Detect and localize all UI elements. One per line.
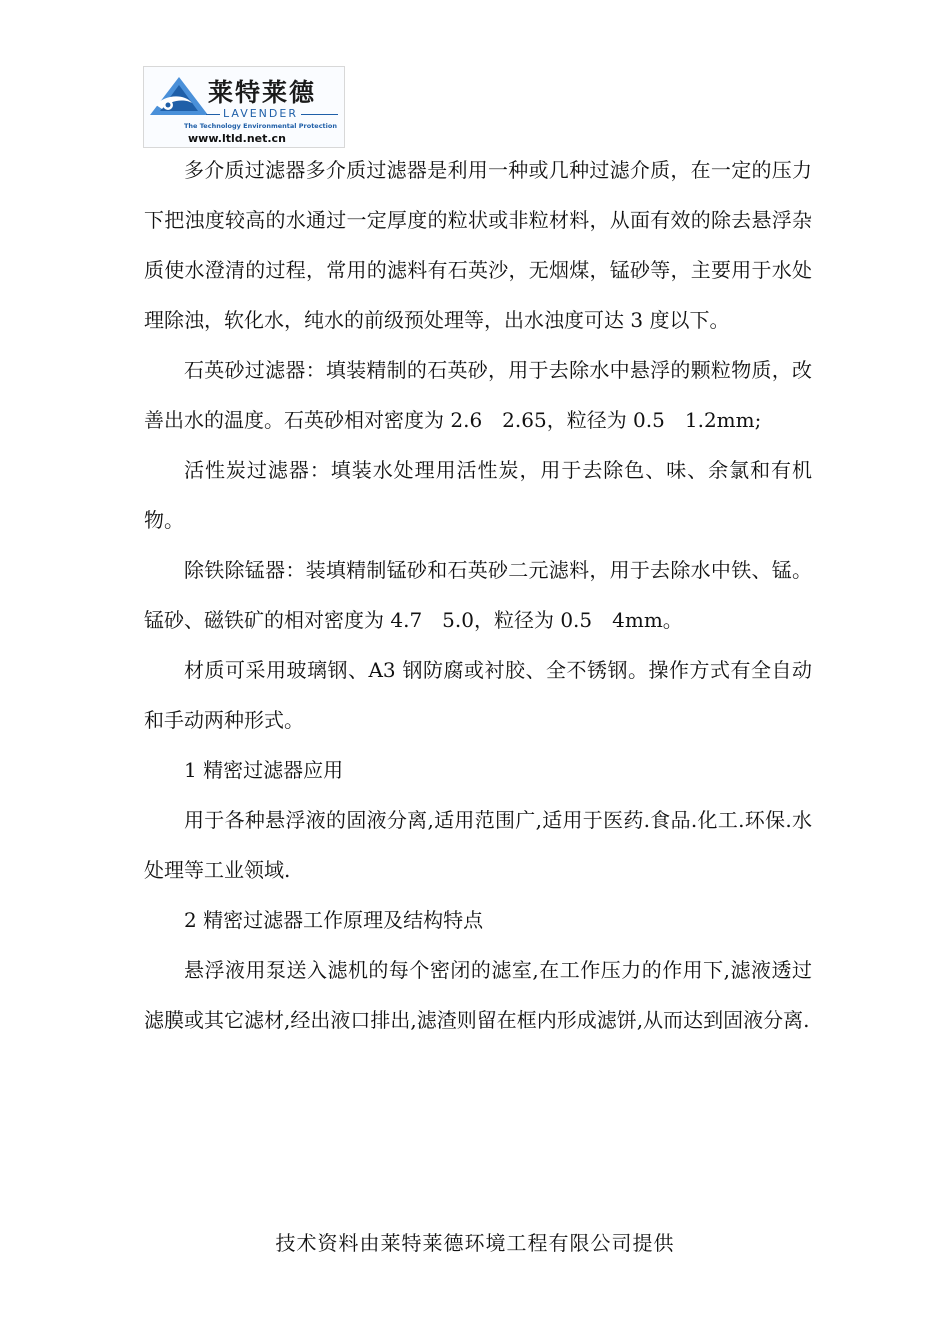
lavender-logo-icon: [148, 75, 210, 121]
logo-name-en: LAVENDER: [220, 107, 301, 120]
heading-working-principle: 2 精密过滤器工作原理及结构特点: [184, 908, 484, 932]
logo-name-cn: 莱特莱德: [208, 78, 317, 107]
paragraph-multimedia-filter: 多介质过滤器多介质过滤器是利用一种或几种过滤介质，在一定的压力下把浊度较高的水通过一定厚度的粒状或非粒材料，从面有效的除去悬浮杂质使水澄清的过程，常用的滤料有石英沙，无烟煤，锰砂等，主要用于水处理除浊，软化水，纯水的前级预处理等，出水浊度可达 3 度以下。: [144, 158, 812, 332]
paragraph-activated-carbon-filter: 活性炭过滤器：填装水处理用活性炭，用于去除色、味、余氯和有机物。: [144, 458, 812, 532]
heading-precision-filter-application: 1 精密过滤器应用: [184, 758, 344, 782]
paragraph-working-principle: 悬浮液用泵送入滤机的每个密闭的滤室,在工作压力的作用下,滤液透过滤膜或其它滤材,经出液口排出,滤渣则留在框内形成滤饼,从而达到固液分离.: [144, 958, 812, 1032]
document-body: [144, 145, 812, 1045]
page-footer: 技术资料由莱特莱德环境工程有限公司提供: [275, 1231, 675, 1255]
paragraph-quartz-sand-filter: 石英砂过滤器：填装精制的石英砂，用于去除水中悬浮的颗粒物质，改善出水的温度。石英砂相对密度为 2.6 2.65，粒径为 0.5 1.2mm;: [144, 358, 812, 432]
logo-tagline: The Technology Environmental Protection: [184, 122, 337, 130]
company-logo: [143, 66, 345, 148]
paragraph-materials: 材质可采用玻璃钢、A3 钢防腐或衬胶、全不锈钢。操作方式有全自动和手动两种形式。: [144, 658, 812, 732]
paragraph-iron-manganese-remover: 除铁除锰器：装填精制锰砂和石英砂二元滤料，用于去除水中铁、锰。锰砂、磁铁矿的相对密度为 4.7 5.0，粒径为 0.5 4mm。: [144, 558, 812, 632]
logo-url: www.ltld.net.cn: [188, 132, 286, 145]
paragraph-application: 用于各种悬浮液的固液分离,适用范围广,适用于医药.食品.化工.环保.水处理等工业领域.: [144, 808, 812, 882]
